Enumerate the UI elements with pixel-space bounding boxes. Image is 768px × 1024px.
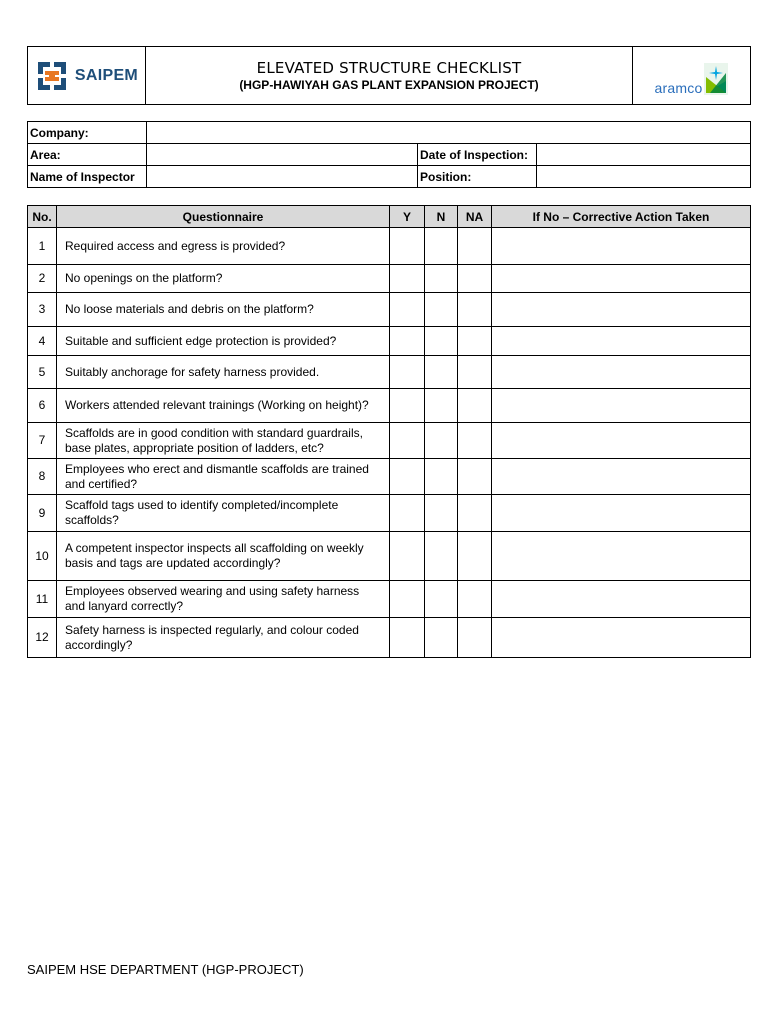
checklist-table [27,205,751,658]
checklist-row [28,228,751,265]
area-label: Area: [28,144,147,166]
question-text: A competent inspector inspects all scaffolding on weekly basis and tags are updated accordingly? [57,532,390,581]
yes-checkbox-cell[interactable] [390,581,425,618]
yes-checkbox-cell[interactable] [390,532,425,581]
item-number: 12 [28,618,57,658]
no-checkbox-cell[interactable] [425,495,458,532]
na-checkbox-cell[interactable] [458,356,492,389]
item-number: 2 [28,265,57,293]
company-field[interactable] [147,122,751,144]
question-text: Employees who erect and dismantle scaffolds are trained and certified? [57,459,390,495]
item-number: 7 [28,423,57,459]
corrective-action-field[interactable] [492,293,751,327]
no-checkbox-cell[interactable] [425,581,458,618]
company-label: Company: [28,122,147,144]
question-text: Scaffold tags used to identify completed/incomplete scaffolds? [57,495,390,532]
item-number: 10 [28,532,57,581]
no-checkbox-cell[interactable] [425,618,458,658]
header-corrective-action: If No – Corrective Action Taken [492,206,751,228]
na-checkbox-cell[interactable] [458,459,492,495]
document-header [27,46,751,105]
checklist-row [28,265,751,293]
corrective-action-field[interactable] [492,356,751,389]
yes-checkbox-cell[interactable] [390,228,425,265]
question-text: Suitable and sufficient edge protection is provided? [57,327,390,356]
question-text: No loose materials and debris on the platform? [57,293,390,327]
na-checkbox-cell[interactable] [458,327,492,356]
checklist-row [28,495,751,532]
no-checkbox-cell[interactable] [425,228,458,265]
na-checkbox-cell[interactable] [458,618,492,658]
document-title: ELEVATED STRUCTURE CHECKLIST [256,58,522,77]
checklist-row [28,356,751,389]
aramco-logo-cell [633,47,751,105]
na-checkbox-cell[interactable] [458,581,492,618]
header-questionnaire: Questionnaire [57,206,390,228]
question-text: Safety harness is inspected regularly, and colour coded accordingly? [57,618,390,658]
no-checkbox-cell[interactable] [425,265,458,293]
question-text: No openings on the platform? [57,265,390,293]
na-checkbox-cell[interactable] [458,532,492,581]
item-number: 8 [28,459,57,495]
checklist-row [28,618,751,658]
question-text: Scaffolds are in good condition with standard guardrails, base plates, appropriate position of ladders, etc? [57,423,390,459]
na-checkbox-cell[interactable] [458,423,492,459]
saipem-logo-text: SAIPEM [74,66,139,84]
aramco-logo-text: aramco [654,79,703,96]
saipem-mark-icon [35,59,69,93]
item-number: 4 [28,327,57,356]
no-checkbox-cell[interactable] [425,459,458,495]
question-text: Workers attended relevant trainings (Working on height)? [57,389,390,423]
corrective-action-field[interactable] [492,618,751,658]
na-checkbox-cell[interactable] [458,389,492,423]
checklist-row [28,389,751,423]
inspection-info-table [27,121,751,188]
title-cell [146,47,633,105]
checklist-header-row [28,206,751,228]
area-field[interactable] [147,144,418,166]
footer-department: SAIPEM HSE DEPARTMENT (HGP-PROJECT) [27,962,304,977]
yes-checkbox-cell[interactable] [390,423,425,459]
checklist-row [28,532,751,581]
saipem-logo [28,59,145,93]
corrective-action-field[interactable] [492,389,751,423]
item-number: 3 [28,293,57,327]
corrective-action-field[interactable] [492,423,751,459]
yes-checkbox-cell[interactable] [390,293,425,327]
no-checkbox-cell[interactable] [425,356,458,389]
header-na: NA [458,206,492,228]
document-subtitle: (HGP-HAWIYAH GAS PLANT EXPANSION PROJECT) [239,77,539,92]
date-of-inspection-label: Date of Inspection: [418,144,537,166]
na-checkbox-cell[interactable] [458,265,492,293]
no-checkbox-cell[interactable] [425,389,458,423]
header-yes: Y [390,206,425,228]
yes-checkbox-cell[interactable] [390,265,425,293]
header-no-answer: N [425,206,458,228]
item-number: 9 [28,495,57,532]
inspector-name-label: Name of Inspector [28,166,147,188]
no-checkbox-cell[interactable] [425,423,458,459]
yes-checkbox-cell[interactable] [390,618,425,658]
checklist-row [28,581,751,618]
corrective-action-field[interactable] [492,327,751,356]
corrective-action-field[interactable] [492,581,751,618]
checklist-body [28,228,751,658]
item-number: 5 [28,356,57,389]
corrective-action-field[interactable] [492,459,751,495]
no-checkbox-cell[interactable] [425,532,458,581]
corrective-action-field[interactable] [492,532,751,581]
saipem-logo-cell [28,47,146,105]
na-checkbox-cell[interactable] [458,495,492,532]
position-label: Position: [418,166,537,188]
aramco-logo [633,57,750,95]
question-text: Suitably anchorage for safety harness provided. [57,356,390,389]
question-text: Required access and egress is provided? [57,228,390,265]
yes-checkbox-cell[interactable] [390,459,425,495]
corrective-action-field[interactable] [492,228,751,265]
corrective-action-field[interactable] [492,495,751,532]
corrective-action-field[interactable] [492,265,751,293]
inspector-name-field[interactable] [147,166,418,188]
no-checkbox-cell[interactable] [425,293,458,327]
no-checkbox-cell[interactable] [425,327,458,356]
yes-checkbox-cell[interactable] [390,495,425,532]
aramco-star-icon [704,63,728,95]
yes-checkbox-cell[interactable] [390,389,425,423]
na-checkbox-cell[interactable] [458,228,492,265]
position-field[interactable] [537,166,751,188]
yes-checkbox-cell[interactable] [390,327,425,356]
item-number: 1 [28,228,57,265]
date-of-inspection-field[interactable] [537,144,751,166]
checklist-row [28,459,751,495]
checklist-row [28,423,751,459]
question-text: Employees observed wearing and using safety harness and lanyard correctly? [57,581,390,618]
item-number: 6 [28,389,57,423]
yes-checkbox-cell[interactable] [390,356,425,389]
checklist-row [28,293,751,327]
item-number: 11 [28,581,57,618]
na-checkbox-cell[interactable] [458,293,492,327]
header-no: No. [28,206,57,228]
checklist-row [28,327,751,356]
